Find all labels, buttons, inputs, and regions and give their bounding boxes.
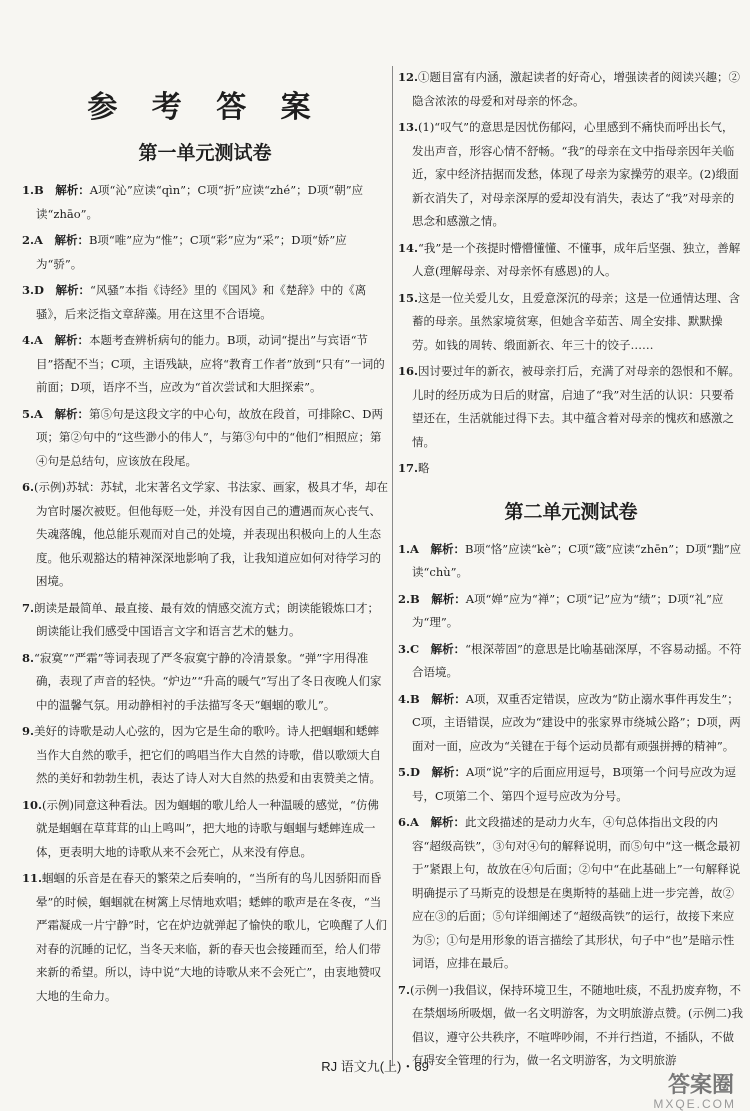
answer-number: 5. <box>22 406 35 421</box>
answer-text: 蝈蝈的乐音是在春天的繁荣之后奏响的，“当所有的鸟儿因骄阳而昏晕”的时候，蝈蝈就在树篱上尽情地欢唱；蟋蟀的歌声是在冬夜，“当严霜凝成一片宁静”时，它在炉边就弹起了愉快的歌儿，它唤醒了人们对春的沉睡的记忆，当冬天来临，新的春天也会接踵而至，给人们带来新的希望。所以，诗中说“大地的诗歌从来不会死亡”，由衷地赞叹大地的生命力。 <box>36 871 387 1003</box>
answer-text: “根深蒂固”的意思是比喻基础深厚，不容易动摇。不符合语境。 <box>412 641 742 679</box>
answer-label: B 解析： <box>410 591 466 606</box>
answer-label: D 解析： <box>34 283 90 297</box>
answer-item <box>22 647 388 718</box>
column-divider <box>392 66 393 1066</box>
answer-text: 朗读是最简单、最直接、最有效的情感交流方式；朗读能锻炼口才；朗读能让我们感受中国语言文字和语言艺术的魅力。 <box>34 600 380 638</box>
answer-number: 7. <box>22 600 35 615</box>
answer-text: “寂寞”“严霜”等词表现了严冬寂寞宁静的冷清景象。“弹”字用得准确，表现了声音的轻快。“炉边”“升高的暖气”写出了冬日夜晚人们家中的温馨气氛。用动静相衬的手法描写冬天“蝈蝈的歌儿”。 <box>34 650 382 712</box>
answer-item <box>398 237 744 284</box>
answer-item <box>398 360 744 454</box>
answer-number: 9. <box>22 724 35 738</box>
answer-list-unit1 <box>22 179 388 1008</box>
answer-number: 4. <box>398 691 411 706</box>
page-title: 参 考 答 案 <box>87 90 323 125</box>
answer-label: A 解析： <box>410 815 465 829</box>
answer-number: 14. <box>398 240 419 255</box>
answer-number: 16. <box>398 364 419 378</box>
answer-item <box>22 229 388 276</box>
answer-text: B项“恪”应读“kè”；C项“箴”应读“zhēn”；D项“黜”应读“chù”。 <box>412 541 742 579</box>
answer-text: 因讨要过年的新衣，被母亲打后，充满了对母亲的怨恨和不解。儿时的经历成为日后的财富，启迪了“我”对生活的认识：只要希望还在，生活就能过得下去。其中蕴含着对母亲的愧疚和感激之情。 <box>412 364 741 449</box>
answer-text: A项“婵”应为“禅”；C项“记”应为“绩”；D项“礼”应为“理”。 <box>412 591 724 629</box>
answer-item <box>22 179 388 226</box>
answer-label: D 解析： <box>410 765 466 779</box>
answer-number: 3. <box>398 641 411 656</box>
answer-item <box>22 403 388 474</box>
answer-number: 15. <box>398 290 419 305</box>
answer-item <box>398 66 744 113</box>
answer-number: 5. <box>398 765 411 779</box>
answer-list-unit2 <box>398 538 744 1073</box>
answer-item <box>398 457 744 481</box>
answer-item <box>398 688 744 759</box>
answer-number: 10. <box>22 797 43 812</box>
answer-text: 此文段描述的是动力火车，④句总体指出文段的内容“超级高铁”，③句对④句的解释说明，而⑤句中“这一概念最初于”紧跟上句，故放在④句后面；②句中“在此基础上”一句解释说明确提示了马斯克的设想是在奥斯特的基础上进一步完善，故②应在③的后面；⑤句详细阐述了“超级高铁”的运行，故接下来应为⑤；①句是用形象的语言描绘了其形状，句子中“也”是暗示性词语，应排在最后。 <box>412 815 741 970</box>
answer-text: A项“沁”应读“qìn”；C项“折”应读“zhé”；D项“朝”应读“zhāo”。 <box>36 183 364 221</box>
answer-item <box>398 638 744 685</box>
answer-item <box>398 116 744 234</box>
answer-text: 这是一位关爱儿女，且爱意深沉的母亲；这是一位通情达理、含蓄的母亲。虽然家境贫寒，但她含辛茹苦、周全安排、默默操劳。如钱的周转、缎面新衣、年三十的饺子…… <box>412 290 741 352</box>
answer-text: A项，双重否定错误，应改为“防止溺水事件再发生”；C项，主语错误，应改为“建设中的张家界市绕城公路”；D项，两面对一面，应改为“关键在于每个运动员都有顽强拼搏的精神”。 <box>412 691 741 753</box>
answer-number: 2. <box>398 591 411 606</box>
answer-label: B 解析： <box>410 691 466 706</box>
answer-text: (1)“叹气”的意思是因忧伤郁闷，心里感到不痛快而呼出长气，发出声音，形容心情不舒畅。“我”的母亲在文中指母亲因年关临近，家中经济拮据而发愁，体现了母亲为家操劳的艰辛。(2)缎面新衣消失了，对母亲深厚的爱却没有消失，表达了“我”对母亲的思念和感激之情。 <box>412 120 739 228</box>
answer-item <box>398 588 744 635</box>
answer-text: A项“说”字的后面应用逗号，B项第一个问号应改为逗号，C项第二个、第四个逗号应改为分号。 <box>412 765 737 803</box>
answer-number: 3. <box>22 283 35 297</box>
answer-label: C 解析： <box>410 641 466 656</box>
answer-item <box>22 279 388 326</box>
answer-item <box>22 329 388 400</box>
answer-label: A 解析： <box>34 406 89 421</box>
answer-number: 6. <box>398 815 411 829</box>
watermark-url: MXQE.COM <box>653 1097 736 1111</box>
answer-text: B项“唯”应为“惟”；C项“彩”应为“采”；D项“娇”应为“骄”。 <box>36 233 347 271</box>
answer-item <box>398 287 744 358</box>
answer-item <box>22 720 388 791</box>
answer-number: 7. <box>398 982 411 997</box>
answer-label: A 解析： <box>410 541 465 556</box>
section-title-unit2: 第二单元测试卷 <box>504 500 638 523</box>
answer-number: 8. <box>22 650 35 665</box>
answer-number: 6. <box>22 480 35 494</box>
answer-number: 2. <box>22 233 35 247</box>
answer-text: “风骚”本指《诗经》里的《国风》和《楚辞》中的《离骚》，后来泛指文章辞藻。用在这里不合语境。 <box>36 283 367 321</box>
answer-label: A 解析： <box>34 333 89 347</box>
answer-item <box>398 761 744 808</box>
answer-item <box>22 867 388 1008</box>
answer-label: B 解析： <box>34 183 90 197</box>
answer-number: 11. <box>22 871 43 885</box>
answer-number: 1. <box>398 541 411 556</box>
right-column <box>398 66 744 1076</box>
answer-number: 13. <box>398 120 419 134</box>
answer-item <box>22 597 388 644</box>
answer-text: (示例)苏轼：苏轼，北宋著名文学家、书法家、画家，极具才华，却在为官时屡次被贬。但他每贬一处，并没有因自己的遭遇而灰心丧气、失魂落魄，他总能乐观而对自己的处境，并表现出积极向上的人生态度。他乐观豁达的精神深深地影响了我，让我知道应如何对待学习的困境。 <box>34 480 388 588</box>
answer-text: ①题目富有内涵，激起读者的好奇心，增强读者的阅读兴趣；②隐含浓浓的母爱和对母亲的怀念。 <box>412 70 741 108</box>
section-title-unit1: 第一单元测试卷 <box>138 142 272 164</box>
answer-text: 略 <box>418 461 430 475</box>
answer-text: “我”是一个孩提时懵懵懂懂、不懂事，成年后坚强、独立，善解人意(理解母亲、对母亲怀有感恩)的人。 <box>412 240 741 278</box>
answer-number: 1. <box>22 183 35 197</box>
answer-number: 17. <box>398 461 419 475</box>
answer-item <box>22 476 388 594</box>
answer-text: 第⑤句是这段文字的中心句，故放在段首，可排除C、D两项；第②句中的“这些渺小的伟人”，与第③句中的“他们”相照应；第④句是总结句，应该放在段尾。 <box>36 406 383 468</box>
answer-number: 4. <box>22 333 35 347</box>
answer-text: 本题考查辨析病句的能力。B项，动词“提出”与宾语“节目”搭配不当；C项，主语残缺，应将“教育工作者”放到“只有”一词的前面；D项，语序不当，应改为“首次尝试和大胆探索”。 <box>36 333 385 394</box>
answer-label: A 解析： <box>34 233 89 247</box>
answer-item <box>398 538 744 585</box>
answer-text: (示例)同意这种看法。因为蝈蝈的歌儿给人一种温暖的感觉，“仿佛就是蝈蝈在草茸茸的山上鸣叫”，把大地的诗歌与蝈蝈与蟋蟀连成一体，更表明大地的诗歌从来不会死亡，从来没有停息。 <box>36 797 379 859</box>
answer-list-unit1-continued <box>398 66 744 481</box>
answer-item <box>398 811 744 976</box>
answer-item <box>22 794 388 865</box>
answer-text: (示例一)我倡议，保持环境卫生，不随地吐痰，不乱扔废弃物，不在禁烟场所吸烟，做一名文明游客，为文明旅游点赞。(示例二)我倡议，遵守公共秩序，不喧哗吵闹，不并行挡道，不插队，不做有碍安全管理的行为，做一名文明游客，为文明旅游 <box>410 982 743 1067</box>
answer-number: 12. <box>398 70 419 84</box>
page-footer: RJ 语文九(上)・69 <box>321 1059 429 1074</box>
answer-text: 美好的诗歌是动人心弦的，因为它是生命的歌吟。诗人把蝈蝈和蟋蟀当作大自然的歌手，把它们的鸣唱当作大自然的诗歌，借以歌颂大自然的美好和勃勃生机，表达了诗人对大自然的热爱和由衷赞美之情。 <box>34 724 381 785</box>
left-column <box>22 66 388 1011</box>
watermark-text: 答案圈 <box>667 1072 734 1097</box>
